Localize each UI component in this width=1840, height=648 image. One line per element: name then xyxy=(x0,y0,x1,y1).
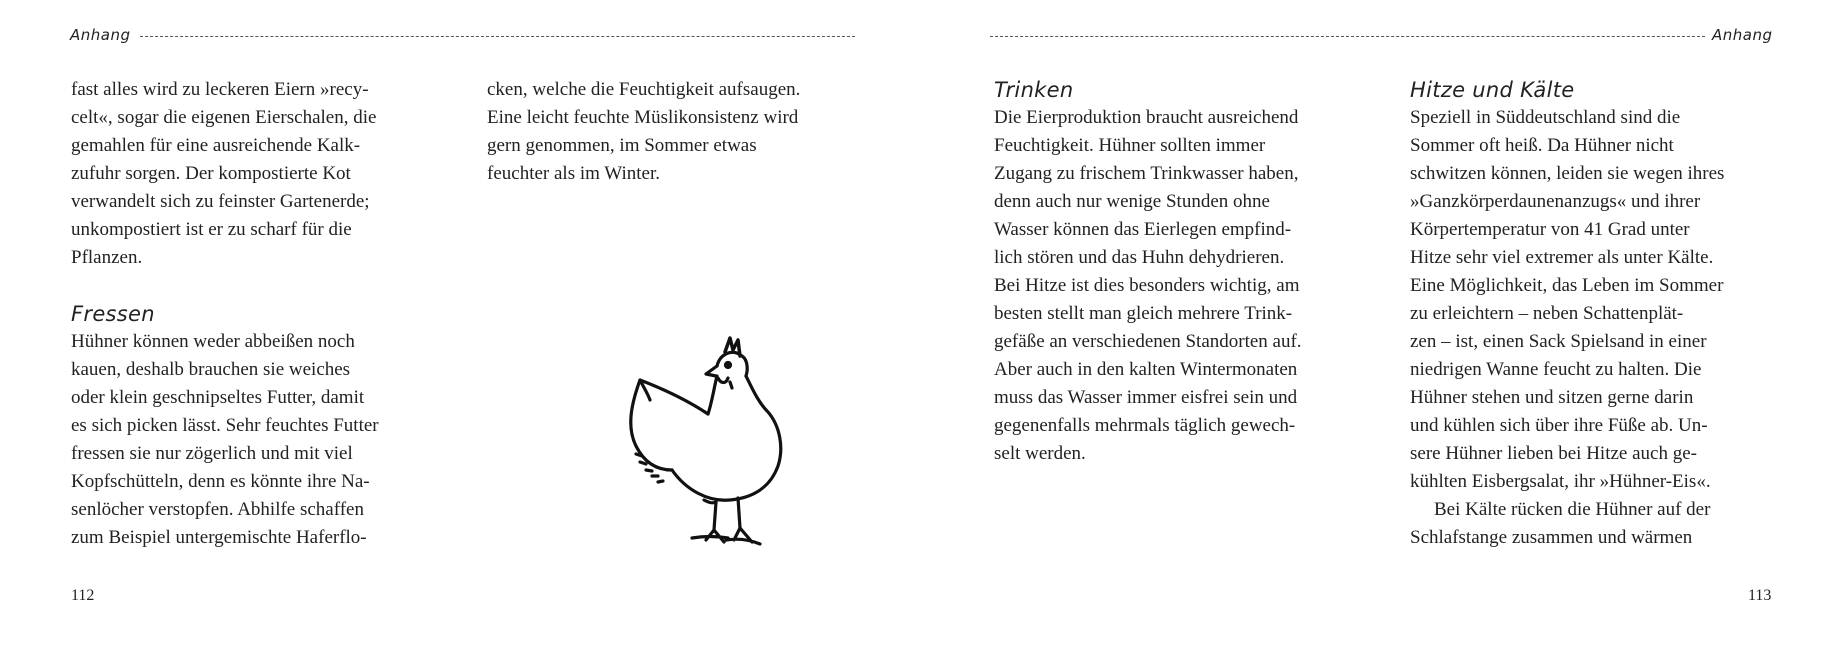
text-line: Hühner stehen und sitzen gerne darin xyxy=(1410,387,1694,408)
text-line: Die Eierproduktion braucht ausreichend xyxy=(994,107,1299,128)
text-line: Pflanzen. xyxy=(71,247,143,268)
left-column-2 xyxy=(487,76,867,188)
text-line: fast alles wird zu leckeren Eiern »recy- xyxy=(71,79,369,100)
text-line: Speziell in Süddeutschland sind die xyxy=(1410,107,1681,128)
hen-drawing-icon xyxy=(620,330,790,560)
text-line: gegenenfalls mehrmals täglich gewech- xyxy=(994,415,1296,436)
text-line: kühlten Eisbergsalat, ihr »Hühner-Eis«. xyxy=(1410,471,1711,492)
text-line: selt werden. xyxy=(994,443,1086,464)
text-line: kauen, deshalb brauchen sie weiches xyxy=(71,359,351,380)
text-line: verwandelt sich zu feinster Gartenerde; xyxy=(71,191,370,212)
text-line: Kopfschütteln, denn es könnte ihre Na- xyxy=(71,471,370,492)
left-page-number: 112 xyxy=(71,587,95,604)
section-heading-trinken: Trinken xyxy=(994,78,1074,102)
text-line: Hitze sehr viel extremer als unter Kälte. xyxy=(1410,247,1714,268)
text-line: unkompostiert ist er zu scharf für die xyxy=(71,219,352,240)
text-line: zufuhr sorgen. Der kompostierte Kot xyxy=(71,163,351,184)
text-line: Feuchtigkeit. Hühner sollten immer xyxy=(994,135,1266,156)
text-line: Wasser können das Eierlegen empfind- xyxy=(994,219,1292,240)
text-line: celt«, sogar die eigenen Eierschalen, die xyxy=(71,107,377,128)
right-column-1 xyxy=(994,76,1384,468)
text-line: zen – ist, einen Sack Spielsand in einer xyxy=(1410,331,1707,352)
text-line: lich stören und das Huhn dehydrieren. xyxy=(994,247,1285,268)
text-line: Sommer oft heiß. Da Hühner nicht xyxy=(1410,135,1674,156)
section-heading-fressen: Fressen xyxy=(71,302,155,326)
text-line: senlöcher verstopfen. Abhilfe schaffen xyxy=(71,499,364,520)
right-column-2 xyxy=(1410,76,1810,552)
text-line: Aber auch in den kalten Wintermonaten xyxy=(994,359,1298,380)
left-running-head: Anhang xyxy=(70,26,131,44)
text-line: schwitzen können, leiden sie wegen ihres xyxy=(1410,163,1725,184)
text-line: feuchter als im Winter. xyxy=(487,163,660,184)
text-line: muss das Wasser immer eisfrei sein und xyxy=(994,387,1298,408)
text-line: Eine leicht feuchte Müslikonsistenz wird xyxy=(487,107,799,128)
text-line: Bei Kälte rücken die Hühner auf der xyxy=(1434,499,1711,520)
left-header-rule xyxy=(140,36,855,37)
paragraph-gap xyxy=(71,272,451,300)
text-line: Schlafstange zusammen und wärmen xyxy=(1410,527,1693,548)
text-line: Bei Hitze ist dies besonders wichtig, am xyxy=(994,275,1300,296)
text-line: oder klein geschnipseltes Futter, damit xyxy=(71,387,365,408)
text-line: besten stellt man gleich mehrere Trink- xyxy=(994,303,1293,324)
text-line: niedrigen Wanne feucht zu halten. Die xyxy=(1410,359,1702,380)
text-line: sere Hühner lieben bei Hitze auch ge- xyxy=(1410,443,1697,464)
text-line: zum Beispiel untergemischte Haferflo- xyxy=(71,527,367,548)
text-line: es sich picken lässt. Sehr feuchtes Futter xyxy=(71,415,379,436)
text-line: gefäße an verschiedenen Standorten auf. xyxy=(994,331,1302,352)
text-line: »Ganzkörperdaunenanzugs« und ihrer xyxy=(1410,191,1701,212)
right-header-rule xyxy=(990,36,1705,37)
text-line: Zugang zu frischem Trinkwasser haben, xyxy=(994,163,1299,184)
text-line: cken, welche die Feuchtigkeit aufsaugen. xyxy=(487,79,801,100)
left-column-1 xyxy=(71,76,451,552)
text-line: Körpertemperatur von 41 Grad unter xyxy=(1410,219,1690,240)
text-line: und kühlen sich über ihre Füße ab. Un- xyxy=(1410,415,1708,436)
text-line: fressen sie nur zögerlich und mit viel xyxy=(71,443,353,464)
text-line: Hühner können weder abbeißen noch xyxy=(71,331,355,352)
text-line: gern genommen, im Sommer etwas xyxy=(487,135,757,156)
right-running-head: Anhang xyxy=(1712,26,1773,44)
text-line: denn auch nur wenige Stunden ohne xyxy=(994,191,1270,212)
right-page-number: 113 xyxy=(1748,587,1772,604)
text-line: Eine Möglichkeit, das Leben im Sommer xyxy=(1410,275,1724,296)
text-line: gemahlen für eine ausreichende Kalk- xyxy=(71,135,361,156)
section-heading-hitze-und-kaelte: Hitze und Kälte xyxy=(1410,78,1575,102)
text-line: zu erleichtern – neben Schattenplät- xyxy=(1410,303,1684,324)
